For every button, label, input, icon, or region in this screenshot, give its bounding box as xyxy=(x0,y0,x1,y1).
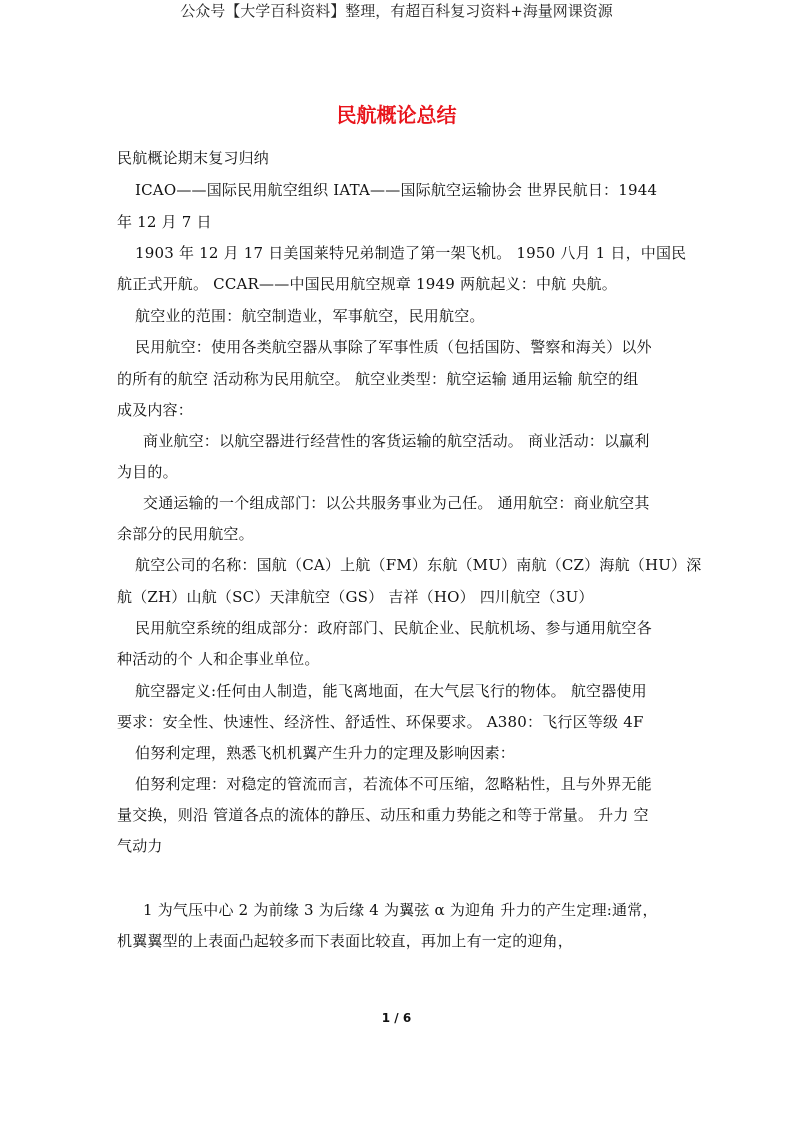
text-line: 1903 年 12 月 17 日美国莱特兄弟制造了第一架飞机。 1950 八月 1 日，中国民 xyxy=(135,244,687,262)
document-title: 民航概论总结 xyxy=(336,103,457,127)
text-line: 航空器定义:任何由人制造，能飞离地面，在大气层飞行的物体。 航空器使用 xyxy=(135,682,647,700)
text-line: 余部分的民用航空。 xyxy=(117,525,254,543)
text-line: 商业航空：以航空器进行经营性的客货运输的航空活动。 商业活动：以赢利 xyxy=(143,432,650,450)
text-line: 伯努利定理，熟悉飞机机翼产生升力的定理及影响因素： xyxy=(135,744,516,762)
text-line: 机翼翼型的上表面凸起较多而下表面比较直，再加上有一定的迎角， xyxy=(117,932,574,950)
text-line: 航正式开航。 CCAR——中国民用航空规章 1949 两航起义：中航 央航。 xyxy=(117,275,617,293)
text-line: 航（ZH）山航（SC）天津航空（GS） 吉祥（HO） 四川航空（3U） xyxy=(117,588,594,606)
text-line: ICAO——国际民用航空组织 IATA——国际航空运输协会 世界民航日：1944 xyxy=(135,181,658,199)
text-line: 交通运输的一个组成部门：以公共服务事业为己任。 通用航空：商业航空其 xyxy=(143,494,650,512)
text-line: 民用航空：使用各类航空器从事除了军事性质（包括国防、警察和海关）以外 xyxy=(135,338,652,356)
text-line: 民用航空系统的组成部分：政府部门、民航企业、民航机场、参与通用航空各 xyxy=(135,619,652,637)
text-line: 成及内容： xyxy=(117,401,194,419)
text-line: 的所有的航空 活动称为民用航空。 航空业类型：航空运输 通用运输 航空的组 xyxy=(117,370,639,388)
text-line: 伯努利定理：对稳定的管流而言，若流体不可压缩，忽略粘性，且与外界无能 xyxy=(135,775,652,793)
header-note: 公众号【大学百科资料】整理，有超百科复习资料+海量网课资源 xyxy=(180,2,613,20)
text-line: 航空公司的名称：国航（CA）上航（FM）东航（MU）南航（CZ）海航（HU）深 xyxy=(135,556,702,574)
text-line: 量交换，则沿 管道各点的流体的静压、动压和重力势能之和等于常量。 升力 空 xyxy=(117,806,649,824)
text-line: 气动力 xyxy=(117,837,163,855)
text-line: 1 为气压中心 2 为前缘 3 为后缘 4 为翼弦 α 为迎角 升力的产生定理:通常， xyxy=(143,901,658,919)
text-line: 航空业的范围：航空制造业，军事航空，民用航空。 xyxy=(135,307,485,325)
text-line: 要求：安全性、快速性、经济性、舒适性、环保要求。 A380：飞行区等级 4F xyxy=(117,713,644,731)
text-line: 民航概论期末复习归纳 xyxy=(117,149,270,167)
text-line: 种活动的个 人和企事业单位。 xyxy=(117,650,320,668)
text-line: 为目的。 xyxy=(117,463,178,481)
page-number: 1 / 6 xyxy=(381,1011,412,1025)
text-line: 年 12 月 7 日 xyxy=(117,213,212,231)
